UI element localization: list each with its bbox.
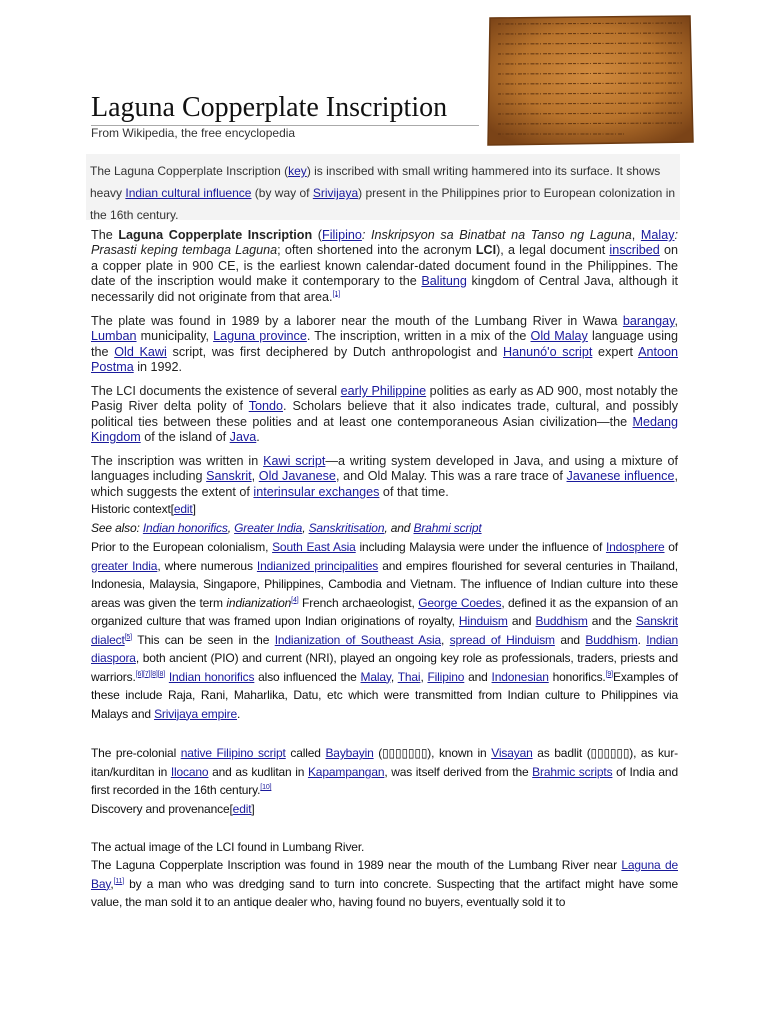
link-srivijaya[interactable]: Srivijaya [312,186,359,200]
link-srivijaya-empire[interactable]: Srivijaya empire [154,706,238,721]
image-caption: The Laguna Copperplate Inscription (key) is inscribed with small writing hammered into its surface. It shows heavy Indian cultural influence (by way of Srivijaya) present in the Philippines prior to European colonization in the 16th century. [86,154,680,220]
link-indosphere[interactable]: Indosphere [605,540,665,554]
link-filipino[interactable]: Filipino [322,228,362,242]
link-baybayin[interactable]: Baybayin [325,746,374,760]
link-thai[interactable]: Thai [397,669,421,684]
link-brahmic-scripts[interactable]: Brahmic scripts [532,764,613,779]
link-barangay[interactable]: barangay [622,314,675,328]
link-malay[interactable]: Malay [640,228,675,242]
edit-link-historic-context[interactable]: edit [173,502,193,516]
link-indian-honorifics-2[interactable]: Indian honorifics [168,669,255,684]
link-buddhism-2[interactable]: Buddhism [585,632,638,647]
see-also-line: See also: Indian honorifics, Greater India, Sanskritisation, and Brahmi script [91,521,482,535]
section-heading-historic-context: Historic context[edit] [91,502,196,516]
link-early-philippine[interactable]: early Philippine [340,384,427,398]
citation-9[interactable]: [9] [605,670,613,678]
link-buddhism[interactable]: Buddhism [535,614,588,628]
link-indianized-principalities[interactable]: Indianized principalities [256,558,379,573]
link-sanskrit[interactable]: Sanskrit [206,469,252,484]
link-kapampangan[interactable]: Kapampangan [307,764,385,779]
link-antoon-postma[interactable]: Antoon Postma [91,344,678,375]
link-laguna-de-bay[interactable]: Laguna de Bay [91,858,678,891]
link-native-filipino-script[interactable]: native Filipino script [180,746,286,760]
link-south-east-asia[interactable]: South East Asia [272,540,356,554]
link-visayan[interactable]: Visayan [491,746,533,760]
link-tondo[interactable]: Tondo [248,399,284,414]
section-heading-discovery: Discovery and provenance[edit] [91,802,255,816]
link-old-javanese[interactable]: Old Javanese [258,469,336,484]
link-lumban[interactable]: Lumban [91,329,137,344]
citation-10[interactable]: [10] [260,784,272,791]
link-indian-honorifics[interactable]: Indian honorifics [142,521,228,535]
link-filipino-2[interactable]: Filipino [427,669,465,684]
citation-1[interactable]: [1] [332,290,341,298]
citation-4[interactable]: [4] [291,596,299,604]
paragraph-intro: The Laguna Copperplate Inscription (Filipino: Inskripsyon sa Binatbat na Tanso ng Laguna, Malay: Prasasti keping tembaga Laguna; often shortened into the acronym LCI), a legal document inscribed on a copper plate in 900 CE, is the earliest known calendar-dated document found in the Philippines. The date of the inscription would make it contemporary to the Balitung kingdom of Central Java, although it necessarily did not originate from that area.[1] [91,228,679,304]
link-laguna-province[interactable]: Laguna province [213,329,307,344]
image-caption-lumbang: The actual image of the LCI found in Lumbang River. [91,840,365,854]
link-ilocano[interactable]: Ilocano [170,764,209,779]
link-old-malay[interactable]: Old Malay [530,329,588,344]
link-balitung[interactable]: Balitung [421,274,467,289]
link-indian-diaspora[interactable]: Indian diaspora [91,632,679,665]
link-brahmi-script[interactable]: Brahmi script [413,521,482,535]
link-indian-cultural-influence[interactable]: Indian cultural influence [125,186,252,200]
paragraph-discovery: The Laguna Copperplate Inscription was found in 1989 near the mouth of the Lumbang River near Laguna de Bay,[11] by a man who was dredging sand to turn into concrete. Suspecting that the artifact might have some value, the man sold it to an antique dealer who, having found no buyers, eventually sold it to [91,858,678,909]
link-spread-of-hinduism[interactable]: spread of Hinduism [449,632,555,647]
link-medang-kingdom[interactable]: Medang Kingdom [91,414,678,445]
paragraph-baybayin: The pre-colonial native Filipino script called Baybayin (▯▯▯▯▯▯▯), known in Visayan as badlit (▯▯▯▯▯▯), as kur-itan/kurditan in Ilocano and as kudlitan in Kapampangan, was itself derived from the Brahmic scripts of India and first recorded in the 16th century.[10] [91,746,679,797]
page-subtitle: From Wikipedia, the free encyclopedia [91,126,296,140]
page-title: Laguna Copperplate Inscription [91,92,448,123]
paragraph-polities: The LCI documents the existence of several early Philippine polities as early as AD 900, most notably the Pasig River delta polity of Tondo. Scholars believe that it also indicates trade, cultural, and possibly political ties between these polities and at least one contemporaneous Asian civilization—the Medang Kingdom of the island of Java. [91,384,678,445]
link-george-coedes[interactable]: George Coedes [418,595,502,610]
edit-link-discovery[interactable]: edit [232,802,252,816]
link-javanese-influence[interactable]: Javanese influence [566,469,675,484]
link-old-kawi[interactable]: Old Kawi [114,344,167,359]
link-key[interactable]: key [288,164,307,178]
paragraph-script: The inscription was written in Kawi script—a writing system developed in Java, and using a mixture of languages including Sanskrit, Old Javanese, and Old Malay. This was a rare trace of Javanese influence, which suggests the extent of interinsular exchanges of that time. [91,454,678,499]
link-sanskrit-dialect[interactable]: Sanskrit dialect [91,614,678,647]
link-hanunoo-script[interactable]: Hanunó'o script [503,344,593,359]
link-interinsular-exchanges[interactable]: interinsular exchanges [253,484,380,499]
link-sanskritisation[interactable]: Sanskritisation [308,521,385,535]
citation-5[interactable]: [5] [124,633,132,641]
link-malay-2[interactable]: Malay [360,669,391,684]
link-greater-india-2[interactable]: greater India [91,558,158,573]
link-hinduism[interactable]: Hinduism [458,614,508,628]
link-greater-india[interactable]: Greater India [234,521,303,535]
link-java[interactable]: Java [229,430,257,445]
link-inscribed[interactable]: inscribed [609,243,660,258]
link-indonesian[interactable]: Indonesian [491,669,549,684]
paragraph-discovery-summary: The plate was found in 1989 by a laborer near the mouth of the Lumbang River in Wawa barangay, Lumban municipality, Laguna province. The inscription, written in a mix of the Old Malay language using the Old Kawi script, was first deciphered by Dutch anthropologist and Hanunó'o script expert Antoon Postma in 1992. [91,314,679,375]
link-kawi-script[interactable]: Kawi script [263,454,326,468]
citation-6-8[interactable]: [6][7][8][8] [135,670,165,678]
paragraph-indianization: Prior to the European colonialism, South East Asia including Malaysia were under the influence of Indosphere of greater India, where numerous Indianized principalities and empires flourished for several centuries in Thailand, Indonesia, Malaysia, Singapore, Philippines, Cambodia and Vietnam. The influence of Indian culture into these areas was given the term indianization[4] French archaeologist, George Coedes, defined it as the expansion of an organized culture that was framed upon Indian originations of royalty, Hinduism and Buddhism and the Sanskrit dialect[5] This can be seen in the Indianization of Southeast Asia, spread of Hinduism and Buddhism. Indian diaspora, both ancient (PIO) and current (NRI), played an ongoing key role as professionals, traders, priests and warriors.[6][7][8][8] Indian honorifics also influenced the Malay, Thai, Filipino and Indonesian honorifics.[9]Examples of these include Raja, Rani, Maharlika, Datu, etc which were transmitted from Indian culture to Philippines via Malays and Srivijaya empire. [91,540,679,721]
laguna-copperplate-photo[interactable] [484,14,696,147]
link-indianization-of-southeast-asia[interactable]: Indianization of Southeast Asia [274,632,441,647]
citation-11[interactable]: [11] [113,877,125,885]
